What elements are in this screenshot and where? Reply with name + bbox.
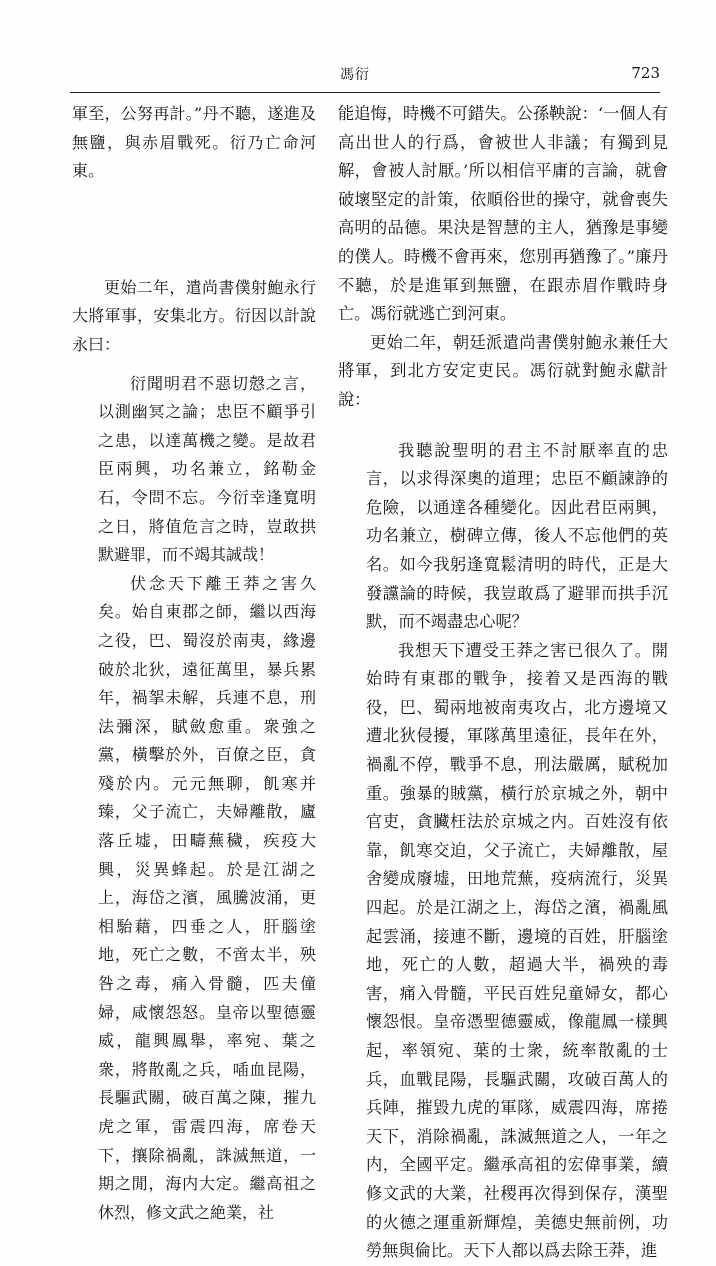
page-number: 723 xyxy=(631,64,660,82)
left-quote-paragraph-2: 伏念天下離王莽之害久矣。始自東郡之師，繼以西海之役，巴、蜀沒於南夷，緣邊破於北狄，遠征萬里，暴兵累年，禍挐未解，兵連不息，刑法彌深，賦斂愈重。衆強之黨，橫擊於外，百僚之臣，貪殘於内。元元無聊，飢寒并臻，父子流亡，夫婦離散，廬落丘墟，田疇蕪穢，疾疫大興，災異蜂起。於是江湖之上，海岱之濱，風騰波涌，更相駘藉，四垂之人，肝腦塗地，死亡之數，不啻太半，殃咎之毒，痛入骨髓，匹夫僮婦，咸懷怨怒。皇帝以聖德靈威，龍興鳳舉，率宛、葉之衆，將散亂之兵，喢血昆陽，長驅武關，破百萬之陳，摧九虎之軍，雷震四海，席卷天下，攘除禍亂，誅滅無道，一期之閒，海内大定。繼高祖之休烈，修文武之絶業，社 xyxy=(98,573,316,1222)
left-paragraph-2: 更始二年，遣尚書僕射鮑永行大將軍事，安集北方。衍因以計說永曰： xyxy=(72,277,316,354)
left-spacer xyxy=(72,186,316,274)
left-quote-paragraph-1: 衍聞明君不惡切慤之言，以測幽冥之論；忠臣不顧爭引之患，以達萬機之變。是故君臣兩興，功名兼立，銘勒金石，令問不忘。今衍幸逢寬明之日，將值危言之時，豈敢拱默避罪，而不竭其誠哉！ xyxy=(98,373,316,565)
right-quote-paragraph-1: 我聽說聖明的君主不討厭率直的忠言，以求得深奧的道理；忠臣不顧諫諍的危險，以通達各種變化。因此君臣兩興，功名兼立，樹碑立傳，後人不忘他們的英名。如今我躬逢寬鬆清明的時代，正是大發讜論的時候，我豈敢爲了避罪而拱手沉默，而不竭盡忠心呢？ xyxy=(366,440,668,632)
right-quote-paragraph-2: 我想天下遭受王莽之害已很久了。開始時有東郡的戰争，接着又是西海的戰役，巴、蜀兩地被南夷攻占，北方邊境又遭北狄侵擾，軍隊萬里遠征，長年在外，禍亂不停，戰爭不息，刑法嚴厲，賦税加重。強暴的賊黨，橫行於京城之外，朝中官吏，貪臟枉法於京城之内。百姓沒有依靠，飢寒交迫，父子流亡，夫婦離散，屋舍變成廢墟，田地荒蕪，疫病流行，災異四起。於是江湖之上，海岱之濱，禍亂風起雲涌，接連不斷，邊境的百姓，肝腦塗地，死亡的人數，超過大半，禍殃的毒害，痛入骨髓，平民百姓兒童婦女，都心懷怨恨。皇帝憑聖德靈威，像龍鳳一樣興起，率領宛、葉的士衆，統率散亂的士兵，血戰昆陽，長驅武關，攻破百萬人的兵陣，摧毀九虎的軍隊，威震四海，席捲天下，消除禍亂，誅滅無道之人，一年之内，全國平定。繼承高祖的宏偉事業，續修文武的大業，社稷再次得到保存，漢聖的火德之運重新輝煌，美德史無前例，功勞無與倫比。天下人都以爲去除王莽，進 xyxy=(366,640,668,1261)
left-paragraph-1: 軍至，公努再計。”丹不聽，遂進及無鹽，與赤眉戰死。衍乃亡命河東。 xyxy=(72,104,316,181)
left-column-classical-text xyxy=(72,100,316,1227)
page-header xyxy=(70,64,660,86)
header-rule xyxy=(70,92,660,93)
running-title: 馮衍 xyxy=(340,67,370,83)
right-paragraph-1: 能追悔，時機不可錯失。公孫鞅說：‘一個人有高出世人的行爲，會被世人非議；有獨到見解，會被人討厭。’所以相信平庸的言論，就會破壞堅定的計策，依順俗世的操守，就會喪失高明的品德。果決是智慧的主人，猶豫是事變的僕人。時機不會再來，您別再猶豫了。”廉丹不聽，於是進軍到無鹽，在跟赤眉作戰時身亡。馮衍就逃亡到河東。 xyxy=(338,104,668,324)
left-spacer xyxy=(72,360,316,370)
right-paragraph-2: 更始二年，朝廷派遣尚書僕射鮑永兼任大將軍，到北方安定吏民。馮衍就對鮑永獻計說： xyxy=(338,332,668,409)
right-spacer xyxy=(338,415,668,437)
right-column-translation xyxy=(338,100,668,1266)
